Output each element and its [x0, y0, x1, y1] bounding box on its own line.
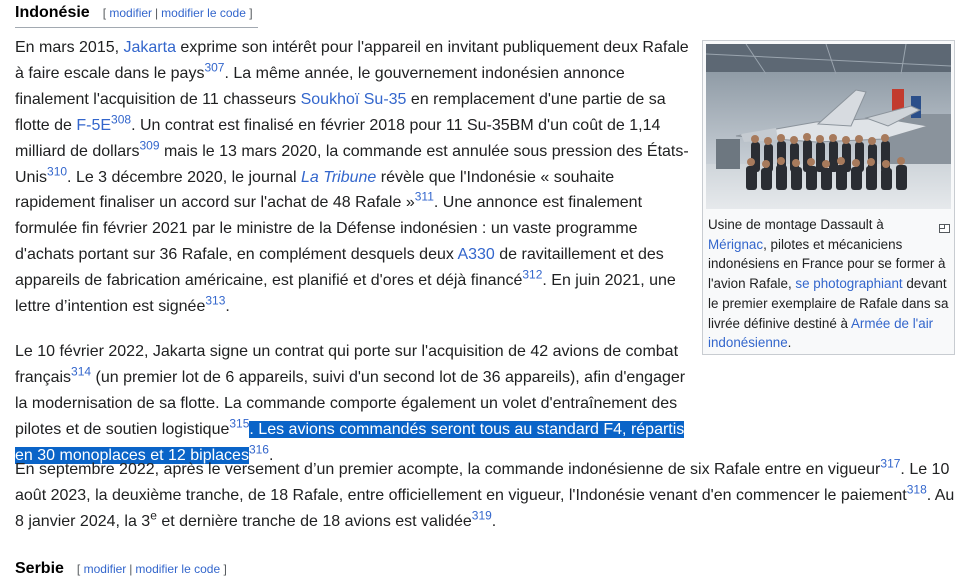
- factory-photo[interactable]: [706, 44, 951, 209]
- link-se-photographiant[interactable]: se photographiant: [795, 276, 903, 292]
- factory-photo-art: [706, 44, 951, 209]
- ref-316[interactable]: 316: [248, 442, 269, 457]
- caption-text: devant le premier exemplaire de Rafale dans sa livrée définive destiné à: [708, 276, 949, 331]
- section-heading-indonesie: [15, 4, 253, 28]
- paragraph-1: En mars 2015, Jakarta exprime son intérêt pour l'appareil en invitant publiquement deux Rafale à faire escale dans le pays$^{307}$. La même année, le gouvernement indonésien annonce finalement l'acquisition de 11 chasseurs Soukhoï Su-35 en remplacement d'une partie de sa flotte de F-5E$^{308}$. Un contrat est finalisé en février 2018 pour 11 Su-35BM d'un coût de 1,14 milliard de dollars$^{309}$ mais le 13 mars 2020, la commande est annulée sous pression des États-Unis$^{310}$. Le 3 décembre 2020, le journal La Tribune révèle que l'Indonésie « souhaite rapidement finaliser un accord sur l'achat de 48 Rafale »$^{311}$. Une annonce est finalement formulée fin février 2021 par le ministre de la Défense indonésien : un vaste programme d'achats portant sur 36 Rafale, en complément desquels deux A330 de ravitaillement et des appareils de fabrication américaine, est planifié et d'ores et déjà financé$^{312}$. En juin 2021, une lettre d’intention est signée$^{313}$.: [15, 39, 689, 316]
- link-jakarta[interactable]: Jakarta: [123, 39, 176, 56]
- link-a330[interactable]: A330: [457, 246, 495, 264]
- link-merignac[interactable]: Mérignac: [708, 236, 764, 252]
- ref-310[interactable]: 310: [47, 164, 68, 179]
- heading-underline: [15, 27, 258, 28]
- caption-text: .: [787, 335, 792, 351]
- ref-308[interactable]: 308: [111, 112, 132, 127]
- ref-309[interactable]: 309: [139, 138, 160, 153]
- ref-315[interactable]: 315: [229, 416, 250, 431]
- link-f-5e[interactable]: F-5E: [76, 116, 112, 134]
- caption-text: Usine de montage Dassault à: [708, 217, 884, 232]
- ref-314[interactable]: 314: [71, 364, 92, 379]
- image-thumbnail: [702, 40, 955, 355]
- paragraph-2: Le 10 février 2022, Jakarta signe un contrat qui porte sur l'acquisition de 42 avions de combat français$^{314}$ (un premier lot de 6 appareils, suivi d'un second lot de 36 appareils), afin d'engager la modernisation de sa flotte. La commande comporte également un volet d'entraînement des pilotes et de soutien logistique$^{315}$. Les avions commandés seront tous au standard F4, répartis en 30 monoplaces et 12 biplaces$^{316}$.: [15, 343, 686, 464]
- ordinal-superscript: e: [150, 508, 157, 523]
- edit-link[interactable]: modifier: [109, 6, 153, 20]
- magnify-icon[interactable]: [939, 219, 950, 239]
- link-la-tribune[interactable]: La Tribune: [300, 168, 377, 186]
- section-title-serbie: Serbie: [15, 560, 64, 577]
- ref-313[interactable]: 313: [205, 293, 226, 308]
- edit-source-link[interactable]: modifier le code: [135, 562, 221, 576]
- paragraph-3: En septembre 2022, après le versement d’un premier acompte, la commande indonésienne de six Rafale entre en vigueur$^{317}$. Le 10 août 2023, la deuxième tranche, de 18 Rafale, entre officiellement en vigueur, l'Indonésie venant d'en commencer le paiement$^{318}$. Au 8 janvier 2024, la 3e et dernière tranche de 18 avions est validée$^{319}$.: [15, 456, 955, 530]
- ref-311[interactable]: 311: [414, 190, 434, 205]
- selected-text[interactable]: . Les avions commandés seront tous au standard F4, répartis en 30 monoplaces et 12 biplaces: [15, 420, 685, 464]
- edit-section-links: [ modifier | modifier le code ]: [102, 6, 253, 20]
- link-soukhoi-su-35[interactable]: Soukhoï Su-35: [300, 90, 407, 108]
- ref-307[interactable]: 307: [204, 60, 225, 75]
- thumbnail-caption: [708, 215, 950, 353]
- ref-319[interactable]: 319: [471, 508, 492, 523]
- edit-section-links: [ modifier | modifier le code ]: [76, 562, 227, 576]
- ref-318[interactable]: 318: [906, 482, 927, 497]
- link-armee-de-l-air[interactable]: Armée de l'air indonésienne: [708, 315, 934, 351]
- ref-312[interactable]: 312: [522, 267, 543, 282]
- section-heading-serbie: [15, 560, 227, 584]
- ref-317[interactable]: 317: [880, 456, 901, 471]
- caption-text: , pilotes et mécaniciens indonésiens en France pour se former à l'avion Rafale,: [708, 236, 946, 292]
- edit-link[interactable]: modifier: [83, 562, 127, 576]
- section-title-indonesie: Indonésie: [15, 4, 90, 21]
- edit-source-link[interactable]: modifier le code: [161, 6, 246, 20]
